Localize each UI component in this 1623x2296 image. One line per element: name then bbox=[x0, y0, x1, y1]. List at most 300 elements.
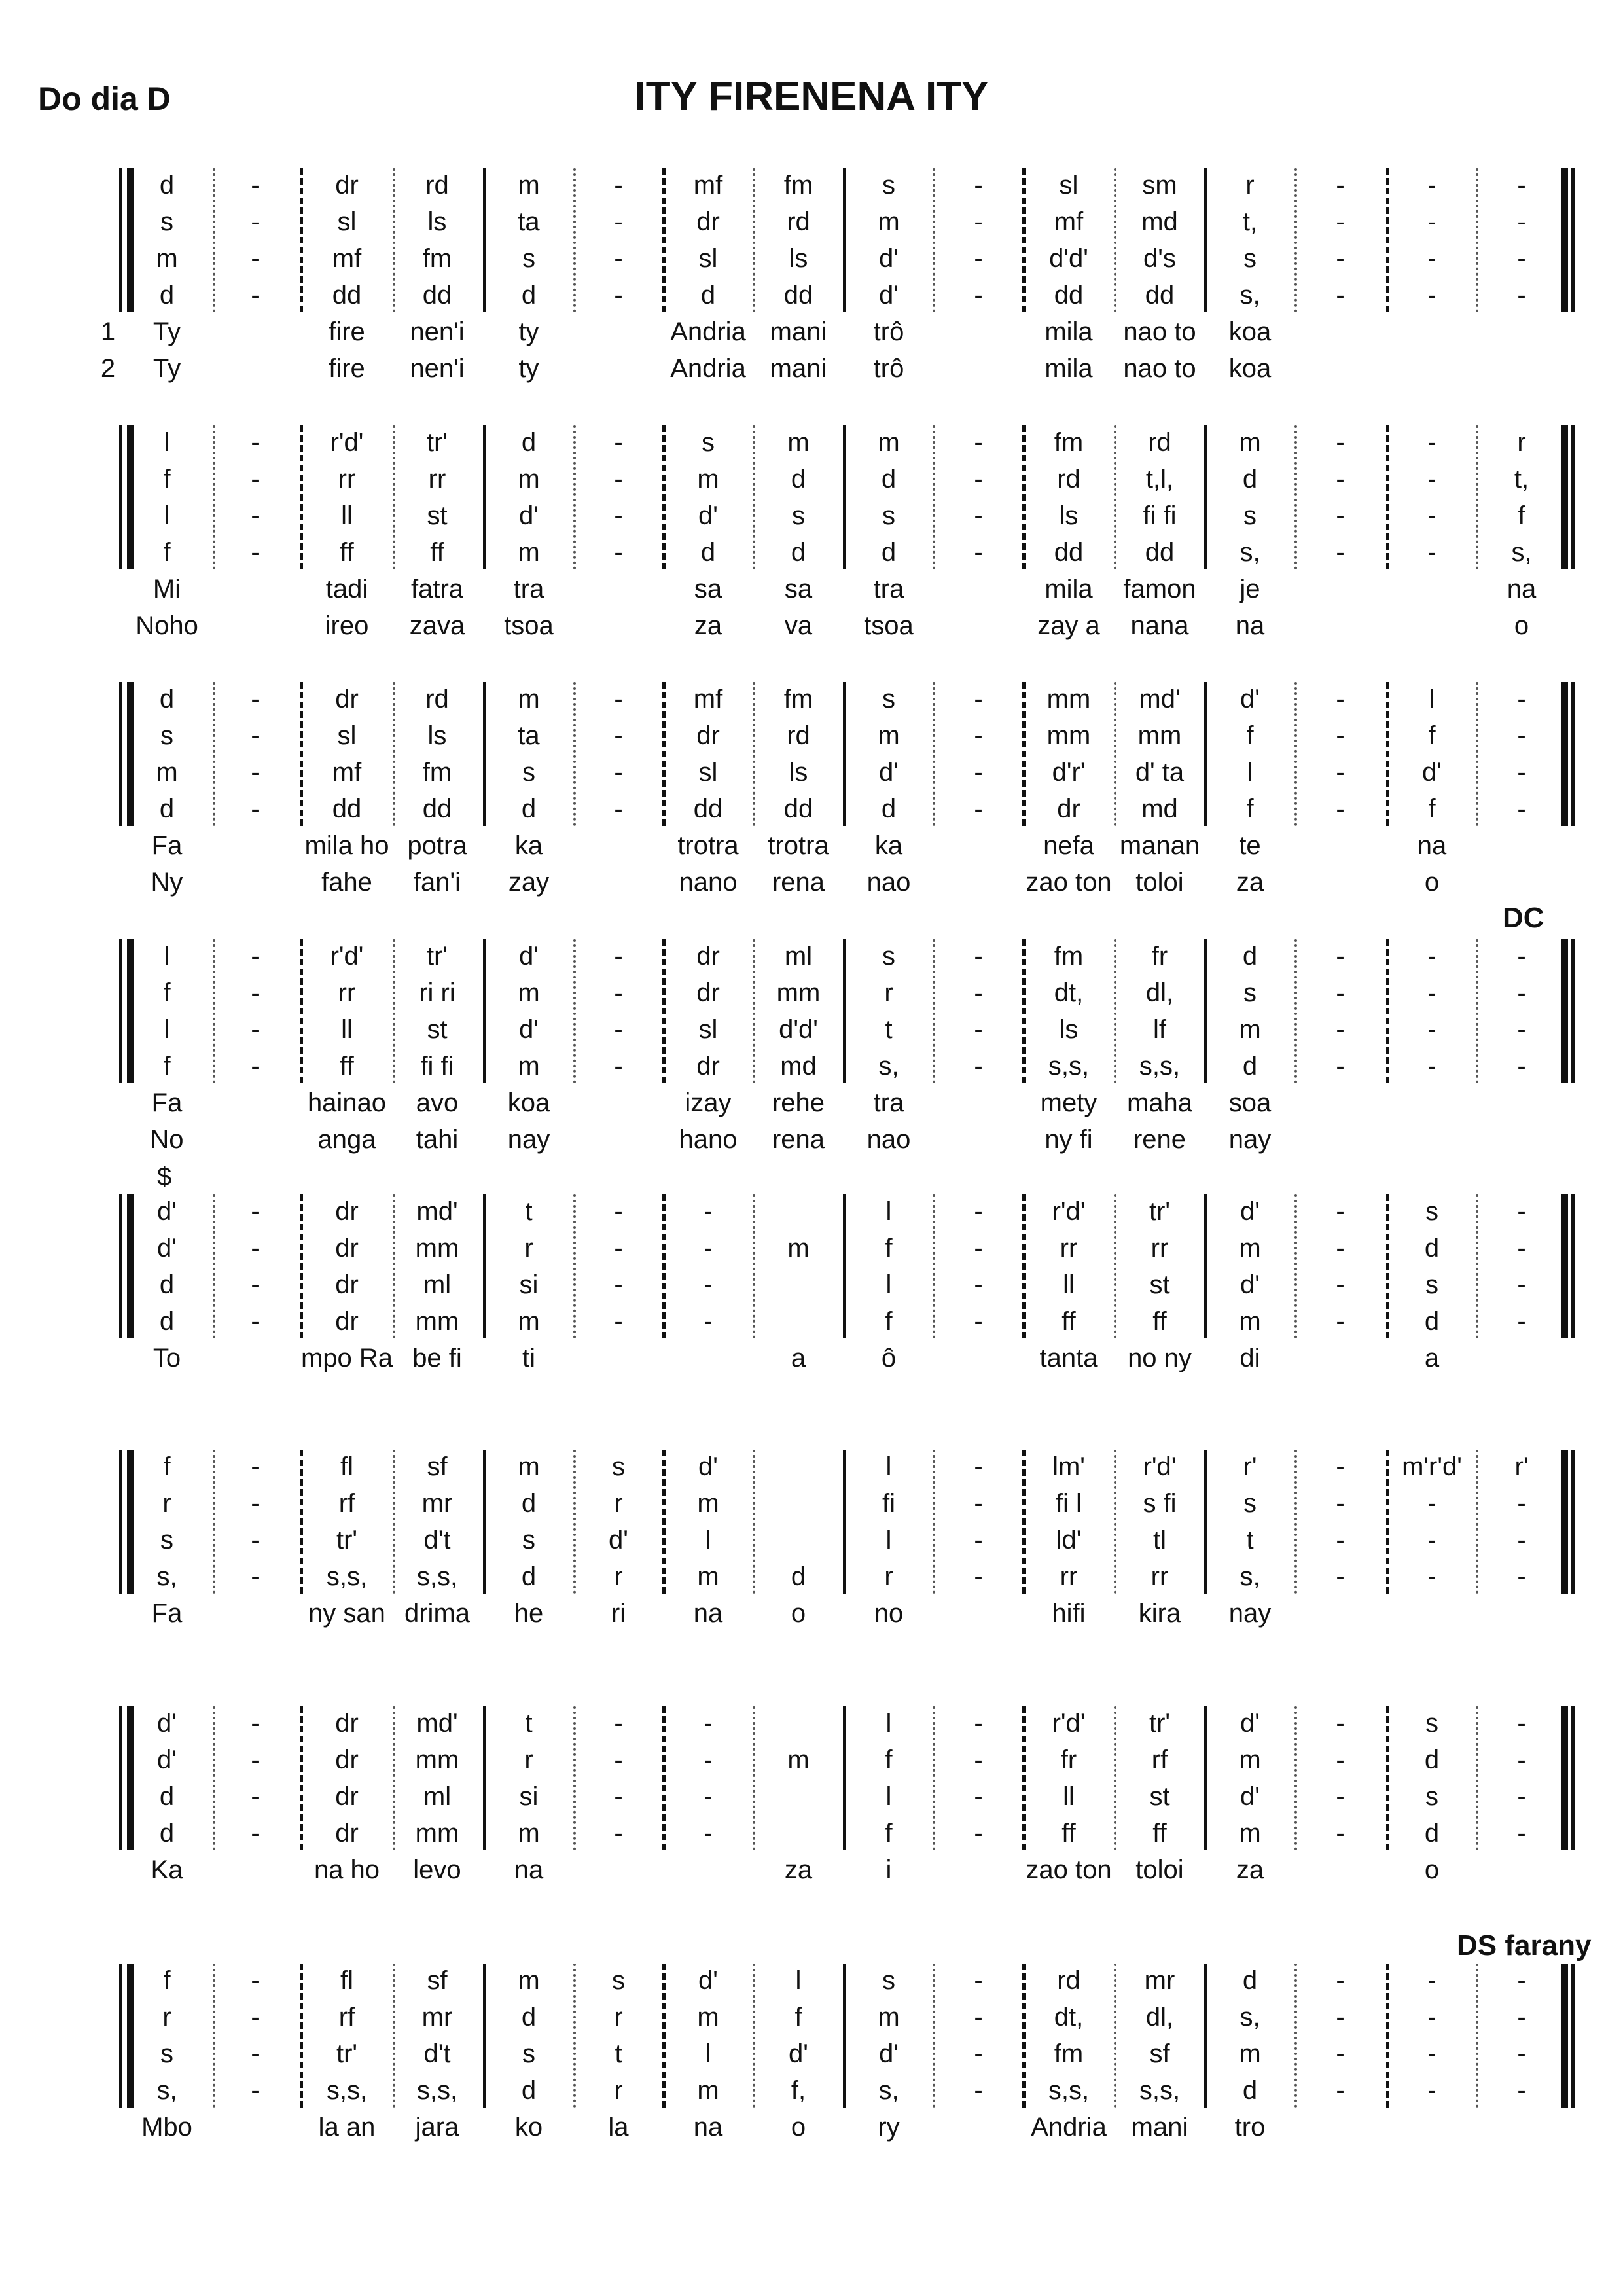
note-soprano: s bbox=[882, 942, 895, 971]
note-alto: ls bbox=[427, 721, 447, 750]
note-soprano: - bbox=[1336, 685, 1345, 713]
note-soprano: - bbox=[1336, 428, 1345, 457]
note-bass: f bbox=[1428, 795, 1436, 823]
note-alto: - bbox=[251, 978, 260, 1007]
note-soprano: ml bbox=[784, 942, 813, 971]
note-tenor: dr bbox=[335, 1270, 359, 1299]
verse-number: 2 bbox=[100, 354, 116, 383]
note-soprano: rd bbox=[425, 685, 449, 713]
lyric-syllable: famon bbox=[1123, 575, 1196, 603]
note-soprano: l bbox=[795, 1966, 802, 1995]
note-tenor: s bbox=[1425, 1270, 1438, 1299]
lyric-syllable: na bbox=[693, 1599, 723, 1628]
note-bass: dd bbox=[1054, 538, 1084, 567]
note-bass: dd bbox=[1145, 538, 1175, 567]
note-bass: - bbox=[974, 1562, 983, 1591]
note-soprano: fm bbox=[1054, 942, 1084, 971]
note-soprano: fr bbox=[1151, 942, 1168, 971]
note-bass: s,s, bbox=[1139, 2076, 1181, 2105]
note-alto: - bbox=[614, 1746, 623, 1774]
lyric-syllable: o bbox=[1424, 868, 1440, 897]
note-tenor: - bbox=[1336, 501, 1345, 530]
note-soprano: d bbox=[159, 685, 175, 713]
note-bass: s, bbox=[156, 1562, 177, 1591]
note-soprano: r' bbox=[1243, 1452, 1257, 1481]
note-soprano: - bbox=[614, 1197, 623, 1226]
note-bass: s, bbox=[1240, 538, 1260, 567]
note-tenor: d' bbox=[519, 501, 539, 530]
note-soprano: fm bbox=[1054, 428, 1084, 457]
lyric-syllable: koa bbox=[507, 1088, 550, 1117]
note-bass: - bbox=[1427, 1562, 1436, 1591]
lyric-syllable: a bbox=[1424, 1344, 1440, 1372]
note-soprano: m bbox=[787, 428, 810, 457]
lyric-syllable: nao to bbox=[1123, 317, 1196, 346]
note-soprano: t bbox=[525, 1709, 533, 1738]
note-soprano: - bbox=[1517, 942, 1526, 971]
note-alto: rf bbox=[338, 2003, 355, 2032]
lyric-syllable: mani bbox=[770, 354, 827, 383]
note-tenor: sf bbox=[1149, 2039, 1170, 2068]
note-bass: f bbox=[163, 538, 171, 567]
note-alto: - bbox=[1517, 2003, 1526, 2032]
note-bass: d bbox=[881, 795, 897, 823]
note-soprano: d' bbox=[1240, 1197, 1260, 1226]
note-tenor: tr' bbox=[336, 1526, 358, 1554]
note-soprano: - bbox=[614, 1709, 623, 1738]
note-tenor: ls bbox=[1059, 1015, 1079, 1044]
note-soprano: dr bbox=[335, 1197, 359, 1226]
note-tenor: mf bbox=[332, 758, 362, 787]
note-soprano: - bbox=[614, 428, 623, 457]
note-alto: fi l bbox=[1056, 1489, 1082, 1518]
note-bass: md bbox=[1141, 795, 1178, 823]
note-bass: - bbox=[704, 1819, 713, 1848]
lyric-syllable: Fa bbox=[151, 1088, 183, 1117]
note-alto: - bbox=[1427, 978, 1436, 1007]
note-bass: r bbox=[614, 1562, 623, 1591]
note-tenor: st bbox=[427, 1015, 448, 1044]
note-alto: m bbox=[697, 2003, 719, 2032]
lyric-syllable: potra bbox=[407, 831, 467, 860]
note-bass: dd bbox=[783, 795, 813, 823]
lyric-syllable: trotra bbox=[677, 831, 739, 860]
note-alto: - bbox=[1427, 1489, 1436, 1518]
note-bass: - bbox=[251, 795, 260, 823]
note-bass: rr bbox=[1150, 1562, 1169, 1591]
note-alto: - bbox=[1427, 465, 1436, 493]
note-bass: - bbox=[1336, 1562, 1345, 1591]
note-soprano: m bbox=[1239, 428, 1261, 457]
note-bass: dr bbox=[335, 1819, 359, 1848]
note-tenor: d' bbox=[879, 758, 899, 787]
note-soprano: - bbox=[1427, 942, 1436, 971]
note-bass: ff bbox=[1152, 1819, 1167, 1848]
note-tenor: - bbox=[1517, 758, 1526, 787]
note-alto: ri ri bbox=[419, 978, 455, 1007]
lyric-syllable: zao ton bbox=[1026, 1856, 1112, 1884]
note-tenor: - bbox=[704, 1270, 713, 1299]
note-tenor: - bbox=[1427, 1015, 1436, 1044]
note-soprano: - bbox=[1427, 428, 1436, 457]
lyric-syllable: Andria bbox=[670, 354, 746, 383]
lyric-syllable: koa bbox=[1228, 354, 1272, 383]
lyric-syllable: nay bbox=[1228, 1599, 1272, 1628]
note-bass: d bbox=[159, 795, 175, 823]
note-tenor: - bbox=[251, 758, 260, 787]
note-bass: s,s, bbox=[326, 2076, 368, 2105]
lyric-syllable: mani bbox=[1131, 2113, 1188, 2142]
lyric-syllable: nay bbox=[1228, 1125, 1272, 1154]
note-alto: d bbox=[791, 465, 806, 493]
note-alto: m bbox=[878, 2003, 900, 2032]
note-soprano: mm bbox=[1046, 685, 1091, 713]
note-tenor: fm bbox=[422, 758, 452, 787]
note-alto: - bbox=[1336, 1489, 1345, 1518]
note-alto: - bbox=[704, 1234, 713, 1263]
note-bass: s, bbox=[1240, 1562, 1260, 1591]
note-tenor: lf bbox=[1153, 1015, 1166, 1044]
lyric-syllable: fatra bbox=[410, 575, 464, 603]
note-soprano: m'r'd' bbox=[1402, 1452, 1462, 1481]
note-tenor: mf bbox=[332, 244, 362, 273]
lyric-syllable: zao ton bbox=[1026, 868, 1112, 897]
note-bass: - bbox=[251, 1819, 260, 1848]
lyric-syllable: tadi bbox=[325, 575, 368, 603]
note-bass: ff bbox=[340, 538, 354, 567]
lyric-syllable: ko bbox=[514, 2113, 543, 2142]
note-alto: rd bbox=[787, 721, 810, 750]
note-soprano: m bbox=[518, 1966, 540, 1995]
note-soprano: - bbox=[1427, 1966, 1436, 1995]
note-alto: mr bbox=[421, 2003, 453, 2032]
lyric-syllable: tro bbox=[1234, 2113, 1266, 2142]
note-alto: r bbox=[884, 978, 893, 1007]
note-soprano: - bbox=[974, 685, 983, 713]
lyric-syllable: ry bbox=[878, 2113, 900, 2142]
note-bass: - bbox=[1336, 538, 1345, 567]
note-bass: fi fi bbox=[420, 1052, 454, 1081]
lyric-syllable: drima bbox=[404, 1599, 471, 1628]
note-tenor: sl bbox=[698, 758, 718, 787]
note-alto: r bbox=[162, 2003, 171, 2032]
lyric-syllable: zay a bbox=[1037, 611, 1100, 640]
note-soprano: - bbox=[1517, 685, 1526, 713]
note-tenor: l bbox=[705, 2039, 711, 2068]
note-tenor: m bbox=[1239, 2039, 1261, 2068]
note-alto: - bbox=[1336, 1746, 1345, 1774]
note-alto: - bbox=[1517, 207, 1526, 236]
note-soprano: d bbox=[1242, 1966, 1258, 1995]
lyric-syllable: ka bbox=[874, 831, 903, 860]
lyric-syllable: he bbox=[514, 1599, 544, 1628]
note-soprano: rd bbox=[1057, 1966, 1080, 1995]
note-bass: - bbox=[614, 1307, 623, 1336]
note-alto: dr bbox=[335, 1234, 359, 1263]
note-alto: rf bbox=[338, 1489, 355, 1518]
note-soprano: r'd' bbox=[1052, 1709, 1086, 1738]
note-tenor: dr bbox=[335, 1782, 359, 1811]
note-bass: d bbox=[791, 1562, 806, 1591]
note-alto: t, bbox=[1242, 207, 1258, 236]
note-alto: m bbox=[697, 465, 719, 493]
note-tenor: - bbox=[1336, 758, 1345, 787]
note-alto: dl, bbox=[1145, 978, 1174, 1007]
lyric-syllable: la an bbox=[318, 2113, 376, 2142]
note-tenor: ll bbox=[341, 501, 353, 530]
lyric-syllable: za bbox=[1236, 1856, 1264, 1884]
lyric-syllable: jara bbox=[415, 2113, 459, 2142]
note-alto: d bbox=[521, 1489, 537, 1518]
note-bass: - bbox=[251, 1052, 260, 1081]
note-alto: t,l, bbox=[1145, 465, 1174, 493]
note-tenor: - bbox=[614, 501, 623, 530]
note-tenor: si bbox=[519, 1270, 539, 1299]
note-tenor: - bbox=[251, 501, 260, 530]
note-alto: - bbox=[974, 465, 983, 493]
note-alto: rr bbox=[1060, 1234, 1078, 1263]
note-alto: - bbox=[614, 207, 623, 236]
note-alto: mm bbox=[776, 978, 821, 1007]
note-bass: d bbox=[159, 1307, 175, 1336]
note-alto: r bbox=[524, 1746, 533, 1774]
note-tenor: fm bbox=[1054, 2039, 1084, 2068]
note-soprano: m bbox=[518, 171, 540, 200]
note-soprano: dr bbox=[335, 685, 359, 713]
key-signature: Do dia D bbox=[38, 81, 171, 117]
note-soprano: - bbox=[251, 428, 260, 457]
note-soprano: - bbox=[251, 1966, 260, 1995]
note-bass: dd bbox=[332, 795, 362, 823]
note-soprano: - bbox=[251, 685, 260, 713]
note-soprano: r bbox=[1245, 171, 1255, 200]
note-alto: s bbox=[1243, 978, 1257, 1007]
note-soprano: t bbox=[525, 1197, 533, 1226]
note-tenor: - bbox=[1336, 244, 1345, 273]
note-bass: d bbox=[1424, 1307, 1440, 1336]
note-tenor: d'd' bbox=[779, 1015, 818, 1044]
note-alto: r bbox=[524, 1234, 533, 1263]
note-soprano: r bbox=[1517, 428, 1526, 457]
note-bass: - bbox=[974, 538, 983, 567]
note-alto: m bbox=[1239, 1234, 1261, 1263]
lyric-syllable: Mbo bbox=[141, 2113, 192, 2142]
note-soprano: - bbox=[974, 1452, 983, 1481]
lyric-syllable: Ty bbox=[152, 354, 181, 383]
note-bass: dd bbox=[783, 281, 813, 310]
note-alto: dt, bbox=[1054, 2003, 1084, 2032]
note-soprano: rd bbox=[425, 171, 449, 200]
note-bass: - bbox=[614, 1819, 623, 1848]
lyric-syllable: va bbox=[784, 611, 813, 640]
lyric-syllable: nefa bbox=[1043, 831, 1094, 860]
note-bass: - bbox=[1517, 795, 1526, 823]
lyric-syllable: ireo bbox=[325, 611, 369, 640]
note-bass: - bbox=[974, 1052, 983, 1081]
note-tenor: d'r' bbox=[1052, 758, 1086, 787]
note-soprano: - bbox=[974, 171, 983, 200]
note-soprano: fl bbox=[340, 1452, 353, 1481]
lyric-syllable: rehe bbox=[772, 1088, 825, 1117]
note-bass: md bbox=[780, 1052, 817, 1081]
note-alto: f bbox=[163, 978, 171, 1007]
note-tenor: - bbox=[1517, 1782, 1526, 1811]
lyric-syllable: manan bbox=[1119, 831, 1200, 860]
note-soprano: - bbox=[1517, 1197, 1526, 1226]
note-tenor: l bbox=[885, 1782, 892, 1811]
note-bass: - bbox=[1517, 1562, 1526, 1591]
note-soprano: - bbox=[1517, 1709, 1526, 1738]
note-tenor: - bbox=[974, 1270, 983, 1299]
note-soprano: sl bbox=[1059, 171, 1079, 200]
note-bass: - bbox=[1427, 538, 1436, 567]
note-alto: - bbox=[1427, 207, 1436, 236]
note-tenor: d' bbox=[879, 2039, 899, 2068]
note-alto: d' bbox=[157, 1746, 177, 1774]
lyric-syllable: ti bbox=[522, 1344, 535, 1372]
note-tenor: - bbox=[1517, 244, 1526, 273]
note-tenor: l bbox=[1247, 758, 1253, 787]
note-tenor: - bbox=[1517, 1015, 1526, 1044]
lyric-syllable: toloi bbox=[1135, 868, 1184, 897]
note-tenor: ld' bbox=[1056, 1526, 1082, 1554]
lyric-syllable: na bbox=[1417, 831, 1447, 860]
note-soprano: - bbox=[251, 1452, 260, 1481]
note-soprano: l bbox=[164, 428, 170, 457]
note-soprano: sf bbox=[427, 1452, 448, 1481]
note-tenor: sl bbox=[698, 1015, 718, 1044]
note-soprano: - bbox=[251, 1197, 260, 1226]
note-alto: dr bbox=[696, 207, 720, 236]
note-alto: - bbox=[251, 1234, 260, 1263]
note-tenor: - bbox=[1427, 1526, 1436, 1554]
note-bass: s, bbox=[156, 2076, 177, 2105]
lyric-syllable: nen'i bbox=[410, 317, 465, 346]
note-bass: mm bbox=[415, 1819, 459, 1848]
note-tenor: - bbox=[614, 1782, 623, 1811]
note-soprano: s bbox=[882, 171, 895, 200]
lyric-syllable: Ty bbox=[152, 317, 181, 346]
note-bass: m bbox=[1239, 1307, 1261, 1336]
lyric-syllable: Ny bbox=[151, 868, 183, 897]
note-bass: - bbox=[1427, 281, 1436, 310]
note-bass: dd bbox=[422, 795, 452, 823]
note-soprano: r'd' bbox=[330, 942, 364, 971]
note-soprano: - bbox=[974, 1709, 983, 1738]
lyric-syllable: To bbox=[152, 1344, 181, 1372]
note-alto: s fi bbox=[1143, 1489, 1177, 1518]
note-soprano: - bbox=[1427, 171, 1436, 200]
note-tenor: - bbox=[1336, 1782, 1345, 1811]
note-bass: - bbox=[1336, 795, 1345, 823]
note-soprano: - bbox=[251, 171, 260, 200]
note-alto: rr bbox=[428, 465, 446, 493]
note-soprano: s bbox=[1425, 1709, 1438, 1738]
segno-mark: $ bbox=[157, 1162, 172, 1191]
note-alto: rf bbox=[1151, 1746, 1168, 1774]
note-soprano: r'd' bbox=[1052, 1197, 1086, 1226]
lyric-syllable: Andria bbox=[670, 317, 746, 346]
note-soprano: - bbox=[704, 1197, 713, 1226]
note-tenor: - bbox=[1336, 1015, 1345, 1044]
note-soprano: md' bbox=[416, 1709, 458, 1738]
note-soprano: mf bbox=[693, 171, 723, 200]
lyric-syllable: avo bbox=[416, 1088, 459, 1117]
lyric-syllable: nao bbox=[866, 1125, 911, 1154]
note-tenor: - bbox=[614, 1270, 623, 1299]
note-alto: - bbox=[1336, 207, 1345, 236]
note-soprano: m bbox=[518, 1452, 540, 1481]
note-bass: s,s, bbox=[416, 2076, 458, 2105]
note-alto: - bbox=[251, 465, 260, 493]
note-alto: f bbox=[885, 1234, 893, 1263]
note-alto: m bbox=[878, 207, 900, 236]
note-tenor: d' bbox=[789, 2039, 808, 2068]
note-alto: - bbox=[1517, 721, 1526, 750]
note-bass: f bbox=[885, 1819, 893, 1848]
note-alto: - bbox=[974, 2003, 983, 2032]
note-tenor: d' bbox=[1240, 1782, 1260, 1811]
note-bass: - bbox=[1336, 1052, 1345, 1081]
note-tenor: d' bbox=[698, 501, 718, 530]
note-tenor: - bbox=[974, 2039, 983, 2068]
lyric-syllable: soa bbox=[1228, 1088, 1272, 1117]
note-bass: s, bbox=[1511, 538, 1532, 567]
note-tenor: ml bbox=[423, 1782, 452, 1811]
note-bass: d bbox=[700, 281, 716, 310]
note-tenor: - bbox=[251, 244, 260, 273]
note-tenor: s bbox=[522, 758, 535, 787]
note-alto: - bbox=[1336, 721, 1345, 750]
note-tenor: s bbox=[1243, 501, 1257, 530]
note-tenor: ls bbox=[789, 244, 808, 273]
note-alto: - bbox=[1517, 1489, 1526, 1518]
note-bass: m bbox=[518, 1052, 540, 1081]
note-soprano: r'd' bbox=[1143, 1452, 1177, 1481]
note-alto: f bbox=[885, 1746, 893, 1774]
ds-farany-mark: DS farany bbox=[1457, 1929, 1592, 1962]
note-bass: s,s, bbox=[416, 1562, 458, 1591]
lyric-syllable: kira bbox=[1138, 1599, 1181, 1628]
note-soprano: sm bbox=[1142, 171, 1177, 200]
note-bass: d bbox=[881, 538, 897, 567]
note-tenor: s bbox=[160, 1526, 173, 1554]
lyric-syllable: nana bbox=[1130, 611, 1189, 640]
note-alto: f bbox=[1246, 721, 1254, 750]
note-bass: d bbox=[521, 795, 537, 823]
note-soprano: - bbox=[251, 942, 260, 971]
lyric-syllable: i bbox=[885, 1856, 892, 1884]
note-alto: f bbox=[794, 2003, 802, 2032]
note-alto: s, bbox=[1240, 2003, 1260, 2032]
note-soprano: tr' bbox=[426, 428, 448, 457]
note-bass: f bbox=[163, 1052, 171, 1081]
note-tenor: m bbox=[156, 758, 178, 787]
note-tenor: d't bbox=[423, 1526, 451, 1554]
note-bass: dr bbox=[696, 1052, 720, 1081]
note-soprano: - bbox=[1336, 1197, 1345, 1226]
note-alto: - bbox=[974, 1489, 983, 1518]
note-bass: d bbox=[791, 538, 806, 567]
note-soprano: d' bbox=[1240, 685, 1260, 713]
note-soprano: s bbox=[882, 685, 895, 713]
note-alto: - bbox=[251, 1746, 260, 1774]
note-alto: dl, bbox=[1145, 2003, 1174, 2032]
lyric-syllable: hano bbox=[679, 1125, 738, 1154]
note-alto: d bbox=[521, 2003, 537, 2032]
note-bass: s,s, bbox=[1139, 1052, 1181, 1081]
lyric-syllable: koa bbox=[1228, 317, 1272, 346]
